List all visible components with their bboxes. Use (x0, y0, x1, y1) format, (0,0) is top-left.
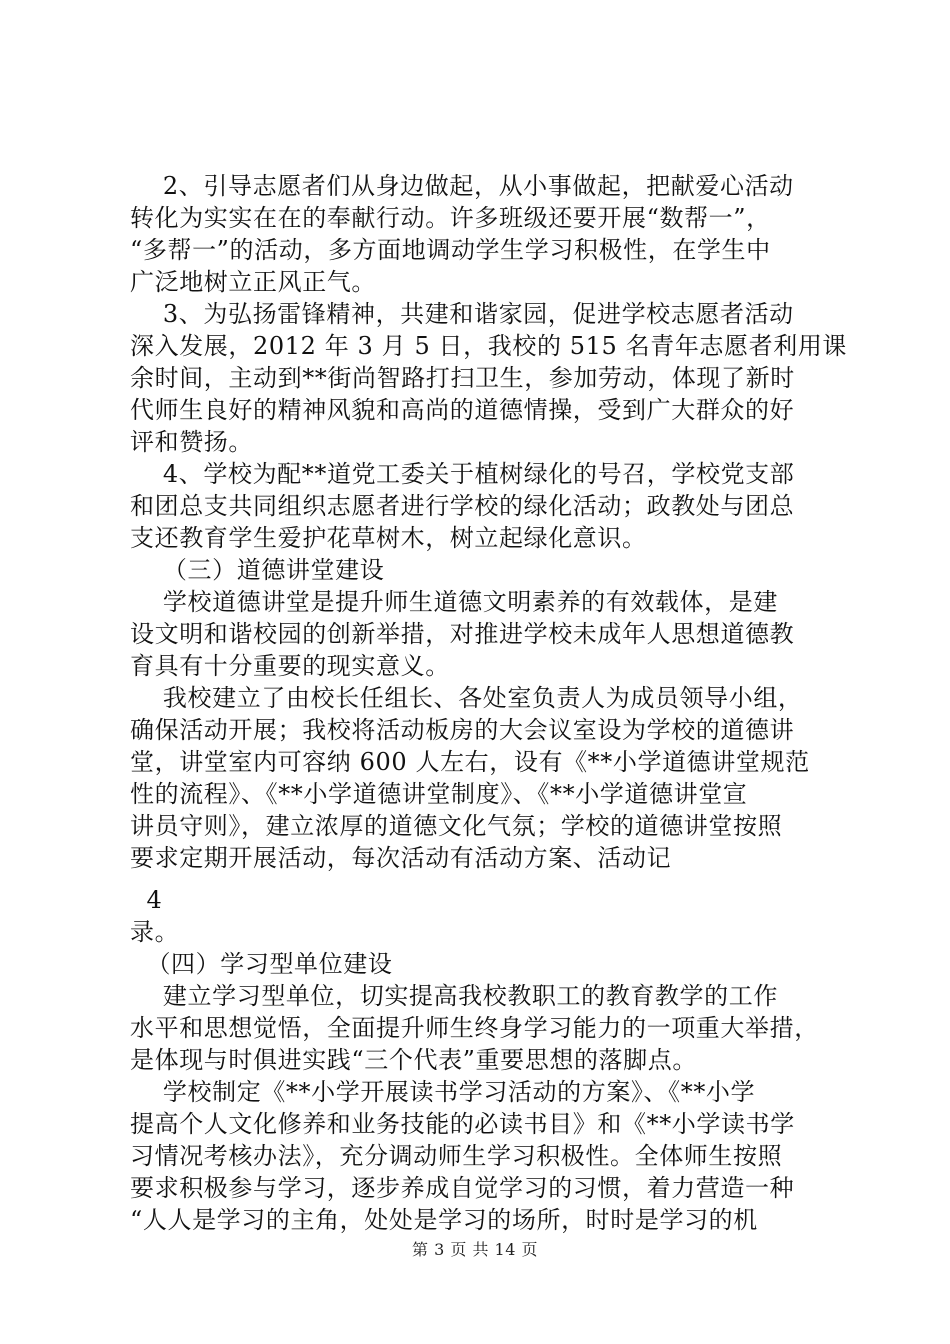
text-line: 育具有十分重要的现实意义。 (130, 652, 450, 680)
text-line: 堂，讲堂室内可容纳 600 人左右，设有《**小学道德讲堂规范 (130, 748, 810, 776)
text-line: 4、学校为配**道党工委关于植树绿化的号召，学校党支部 (130, 460, 795, 488)
text-line: 录。 (130, 918, 180, 946)
text-line: 建立学习型单位，切实提高我校教职工的教育教学的工作 (130, 982, 778, 1010)
inline-page-number: 4 (130, 886, 163, 914)
text-line: “多帮一”的活动，多方面地调动学生学习积极性，在学生中 (130, 236, 771, 264)
text-line: 代师生良好的精神风貌和高尚的道德情操，受到广大群众的好 (130, 396, 795, 424)
text-line: 水平和思想觉悟，全面提升师生终身学习能力的一项重大举措， (130, 1014, 819, 1042)
text-line: 评和赞扬。 (130, 428, 253, 456)
text-line: 转化为实实在在的奉献行动。许多班级还要开展“数帮一”， (130, 204, 771, 232)
text-line: 提高个人文化修养和业务技能的必读书目》和《**小学读书学 (130, 1110, 795, 1138)
section-heading: （四）学习型单位建设 (130, 950, 393, 978)
text-line: 广泛地树立正风正气。 (130, 268, 376, 296)
text-line: 讲员守则》，建立浓厚的道德文化气氛；学校的道德讲堂按照 (130, 812, 783, 840)
text-line: 深入发展，2012 年 3 月 5 日，我校的 515 名青年志愿者利用课 (130, 332, 848, 360)
text-line: 3、为弘扬雷锋精神，共建和谐家园，促进学校志愿者活动 (130, 300, 794, 328)
text-line: “人人是学习的主角，处处是学习的场所，时时是学习的机 (130, 1206, 758, 1234)
text-line: 设文明和谐校园的创新举措，对推进学校未成年人思想道德教 (130, 620, 795, 648)
text-line: 性的流程》、《**小学道德讲堂制度》、《**小学道德讲堂宣 (130, 780, 748, 808)
section-heading: （三）道德讲堂建设 (130, 556, 385, 584)
page-footer: 第 3 页 共 14 页 (412, 1240, 538, 1259)
text-line: 是体现与时俱进实践“三个代表”重要思想的落脚点。 (130, 1046, 697, 1074)
text-line: 2、引导志愿者们从身边做起，从小事做起，把献爱心活动 (130, 172, 794, 200)
text-line: 和团总支共同组织志愿者进行学校的绿化活动；政教处与团总 (130, 492, 795, 520)
text-line: 确保活动开展；我校将活动板房的大会议室设为学校的道德讲 (130, 716, 795, 744)
text-line: 学校道德讲堂是提升师生道德文明素养的有效载体，是建 (130, 588, 778, 616)
text-line: 习情况考核办法》，充分调动师生学习积极性。全体师生按照 (130, 1142, 783, 1170)
text-line: 要求积极参与学习，逐步养成自觉学习的习惯，着力营造一种 (130, 1174, 795, 1202)
text-line: 支还教育学生爱护花草树木，树立起绿化意识。 (130, 524, 647, 552)
text-line: 我校建立了由校长任组长、各处室负责人为成员领导小组， (130, 684, 803, 712)
text-line: 要求定期开展活动，每次活动有活动方案、活动记 (130, 844, 672, 872)
text-line: 余时间，主动到**街尚智路打扫卫生，参加劳动，体现了新时 (130, 364, 795, 392)
text-line: 学校制定《**小学开展读书学习活动的方案》、《**小学 (130, 1078, 756, 1106)
